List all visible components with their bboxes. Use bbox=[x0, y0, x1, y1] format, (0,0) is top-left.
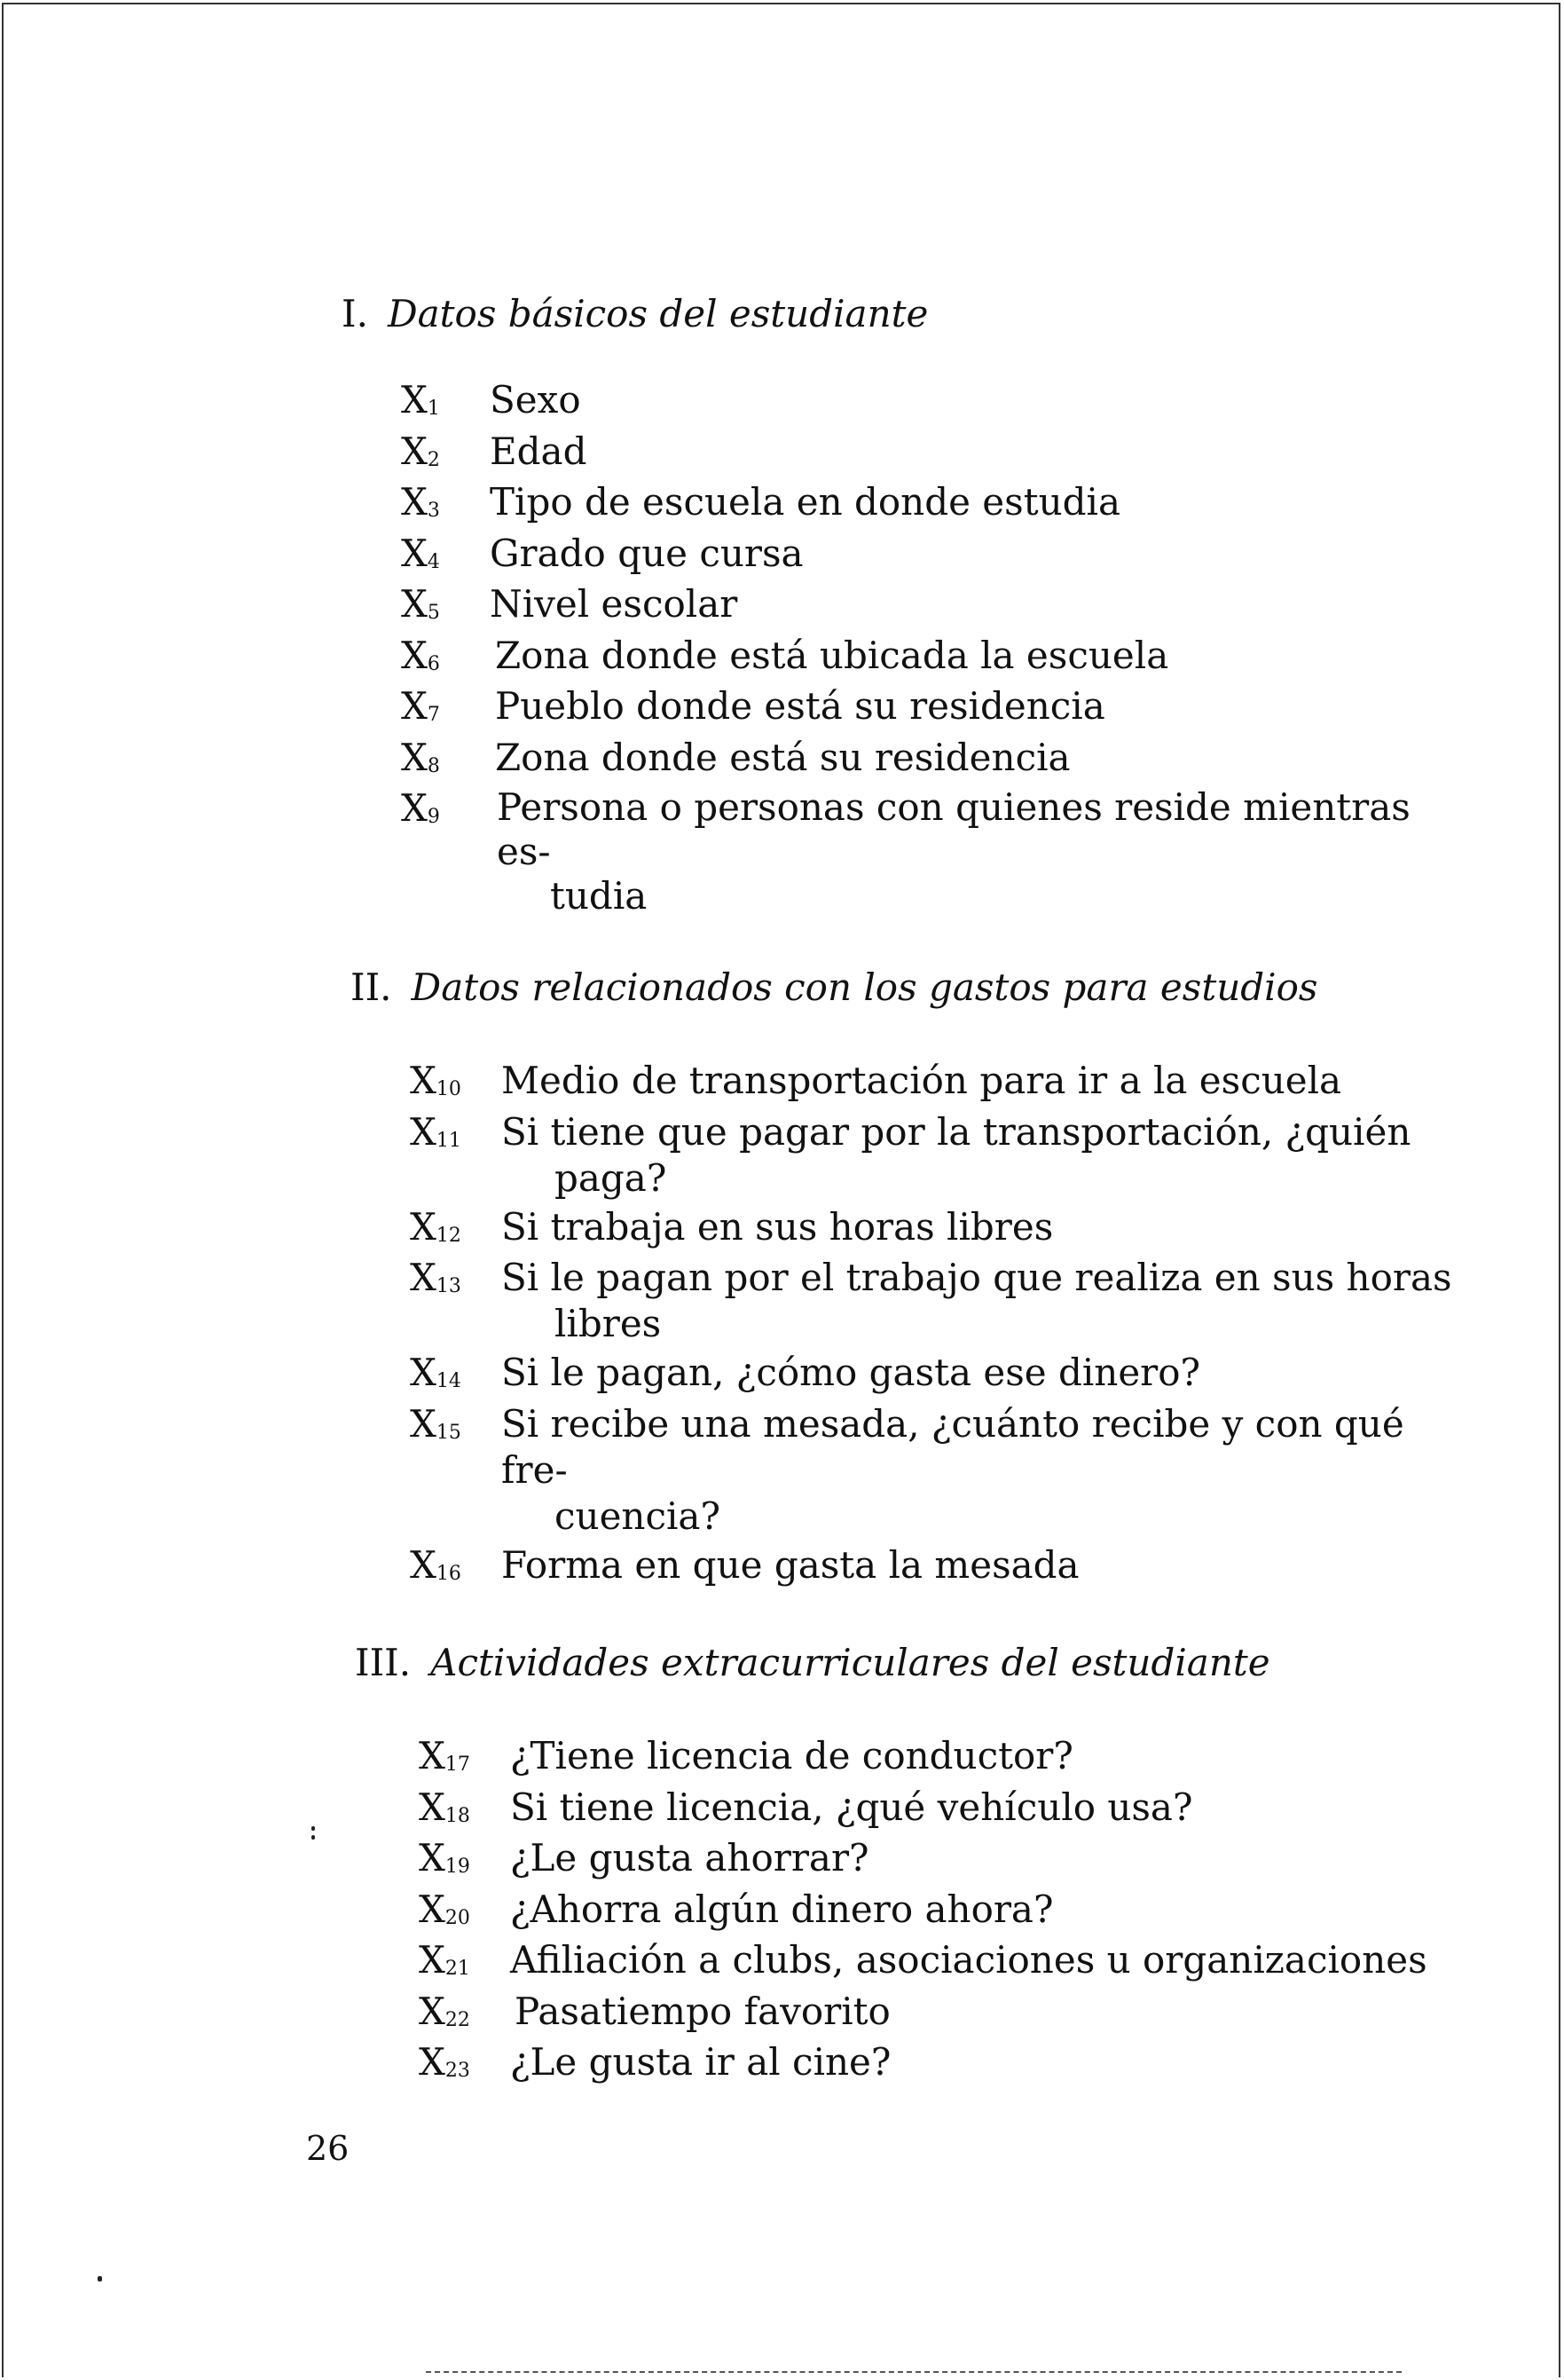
variable-code: X12 bbox=[410, 1204, 461, 1249]
list-item bbox=[401, 528, 1448, 579]
variable-code: X15 bbox=[410, 1401, 461, 1446]
variable-description: Forma en que gasta la mesada bbox=[501, 1542, 1080, 1587]
variable-code: X18 bbox=[419, 1785, 470, 1829]
section-heading-1 bbox=[342, 289, 928, 339]
scan-speck bbox=[311, 1835, 315, 1840]
list-item bbox=[410, 1540, 1457, 1591]
variable-description: Nivel escolar bbox=[490, 582, 738, 626]
variable-description: Afiliación a clubs, asociaciones u organizaciones bbox=[510, 1938, 1427, 1982]
bottom-rule bbox=[426, 2371, 1402, 2373]
variable-code: X3 bbox=[401, 480, 440, 524]
list-item bbox=[410, 1055, 1457, 1107]
variable-description: Tipo de escuela en donde estudia bbox=[490, 480, 1120, 524]
variable-description: Zona donde está ubicada la escuela bbox=[495, 633, 1169, 677]
variable-code: X22 bbox=[419, 1989, 470, 2033]
variable-code: X9 bbox=[401, 786, 440, 830]
variable-list-1 bbox=[401, 374, 1448, 918]
list-item bbox=[410, 1202, 1457, 1253]
variable-description: Si le pagan, ¿cómo gasta ese dinero? bbox=[501, 1351, 1201, 1394]
list-item bbox=[419, 1782, 1466, 1833]
section-title: Datos relacionados con los gastos para estudios bbox=[411, 965, 1318, 1009]
variable-code: X10 bbox=[410, 1059, 461, 1102]
list-item bbox=[419, 1935, 1466, 1986]
variable-code: X17 bbox=[419, 1734, 470, 1777]
variable-code: X19 bbox=[419, 1836, 470, 1880]
list-item bbox=[401, 477, 1448, 528]
list-item bbox=[419, 1832, 1466, 1884]
variable-code: X13 bbox=[410, 1256, 461, 1299]
variable-code: X8 bbox=[401, 735, 440, 779]
variable-code: X5 bbox=[401, 582, 440, 626]
section-heading-3 bbox=[355, 1638, 1270, 1688]
list-item bbox=[410, 1107, 1457, 1202]
variable-description: Pueblo donde está su residencia bbox=[495, 684, 1105, 728]
variable-code: X16 bbox=[410, 1542, 461, 1587]
variable-code: X4 bbox=[401, 531, 440, 575]
list-item bbox=[410, 1252, 1457, 1347]
variable-code: X23 bbox=[419, 2040, 470, 2084]
variable-code: X6 bbox=[401, 633, 440, 677]
variable-description: Si recibe una mesada, ¿cuánto recibe y con qué fre- cuencia? bbox=[501, 1401, 1404, 1538]
variable-description: ¿Tiene licencia de conductor? bbox=[510, 1734, 1073, 1777]
list-item bbox=[401, 732, 1448, 784]
variable-description: Grado que cursa bbox=[490, 531, 804, 575]
variable-description: Persona o personas con quienes reside mientras es- tudia bbox=[497, 785, 1411, 918]
section-numeral: II. bbox=[350, 965, 392, 1009]
variable-description: Sexo bbox=[490, 378, 581, 422]
variable-code: X7 bbox=[401, 684, 440, 728]
section-numeral: I. bbox=[342, 292, 368, 335]
list-item bbox=[419, 2037, 1466, 2088]
list-item bbox=[401, 681, 1448, 732]
section-numeral: III. bbox=[355, 1641, 412, 1684]
variable-code: X1 bbox=[401, 378, 440, 422]
list-item bbox=[401, 630, 1448, 682]
variable-description: Zona donde está su residencia bbox=[495, 735, 1071, 779]
variable-code: X21 bbox=[419, 1938, 470, 1982]
variable-description: ¿Le gusta ir al cine? bbox=[510, 2040, 892, 2084]
list-item bbox=[401, 374, 1448, 426]
variable-code: X20 bbox=[419, 1887, 470, 1931]
variable-description: Si le pagan por el trabajo que realiza en sus horas libres bbox=[501, 1256, 1452, 1345]
variable-description: ¿Le gusta ahorrar? bbox=[510, 1836, 869, 1880]
list-item bbox=[419, 1986, 1466, 2037]
scan-speck bbox=[311, 1826, 315, 1831]
section-title: Actividades extracurriculares del estudiante bbox=[430, 1641, 1270, 1684]
variable-description: Medio de transportación para ir a la escuela bbox=[501, 1059, 1342, 1102]
variable-description: Si tiene licencia, ¿qué vehículo usa? bbox=[510, 1785, 1193, 1829]
variable-list-3 bbox=[419, 1730, 1466, 2088]
variable-code: X14 bbox=[410, 1351, 461, 1394]
variable-description: ¿Ahorra algún dinero ahora? bbox=[510, 1887, 1054, 1931]
list-item bbox=[401, 426, 1448, 477]
variable-code: X11 bbox=[410, 1109, 461, 1154]
list-item bbox=[419, 1730, 1466, 1782]
variable-list-2 bbox=[410, 1055, 1457, 1590]
section-heading-2 bbox=[350, 963, 1317, 1013]
list-item bbox=[410, 1347, 1457, 1399]
list-item bbox=[401, 579, 1448, 630]
scan-speck bbox=[98, 2276, 102, 2281]
list-item bbox=[419, 1884, 1466, 1935]
variable-code: X2 bbox=[401, 429, 440, 473]
variable-description: Si tiene que pagar por la transportación, ¿quién paga? bbox=[501, 1109, 1411, 1200]
variable-description: Si trabaja en sus horas libres bbox=[501, 1204, 1054, 1249]
variable-description: Edad bbox=[490, 429, 587, 473]
page-number: 26 bbox=[306, 2129, 350, 2168]
section-title: Datos básicos del estudiante bbox=[387, 292, 929, 335]
list-item bbox=[401, 783, 1448, 918]
list-item bbox=[410, 1399, 1457, 1540]
variable-description: Pasatiempo favorito bbox=[515, 1989, 891, 2033]
